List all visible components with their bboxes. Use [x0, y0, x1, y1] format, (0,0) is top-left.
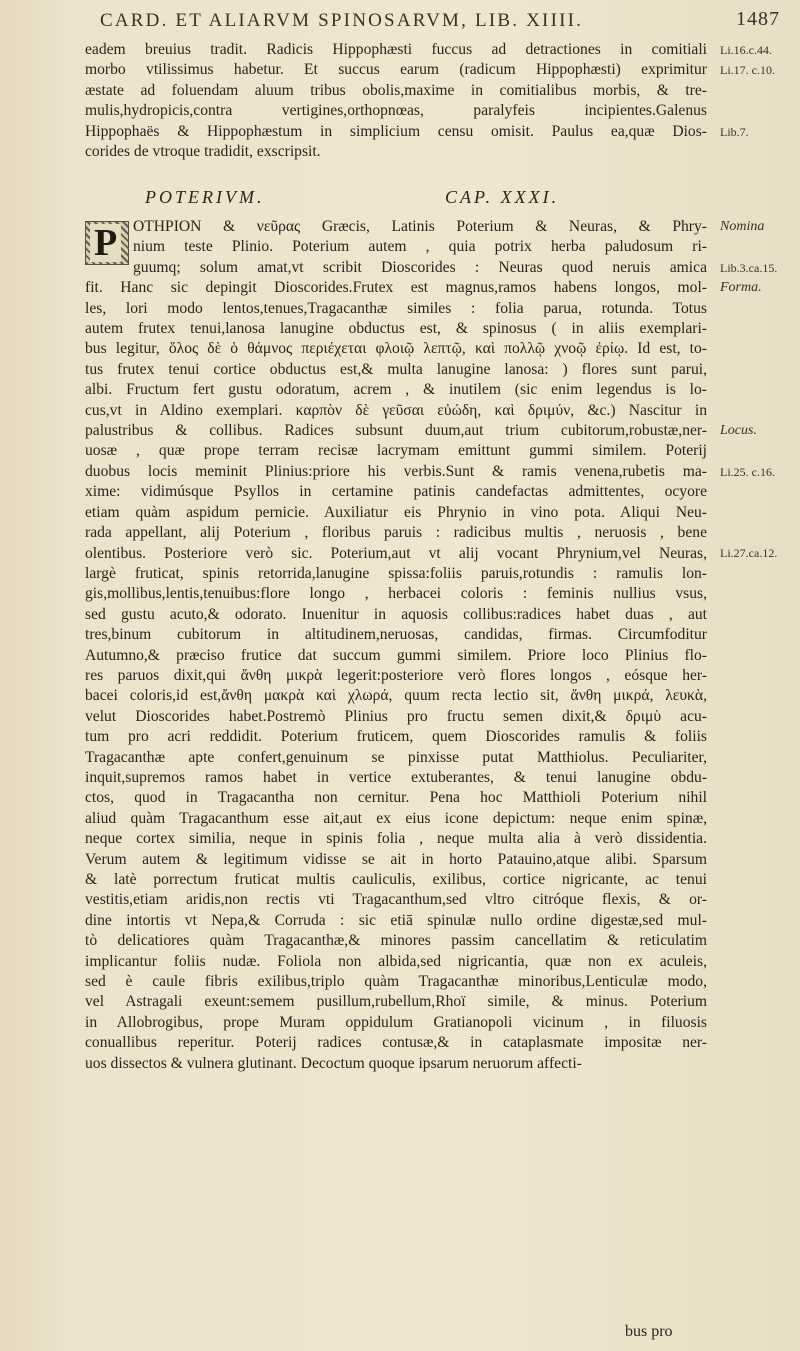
text-line: OTHPION & νεῦρας Græcis, Latinis Poterium & Neuras, & Phry- [133, 218, 707, 235]
text-line: uosæ , quæ prope terram recisæ lacrymam emittunt gummi similem. Poterij [85, 442, 707, 460]
text-line: xime: vidimúsque Psyllos in certamine patinis candefactas admittentes, ocyore [85, 483, 707, 501]
text-line: vel Astragali exeunt:semem pusillum,rubellum,Rhoï simile, & minus. Poterium [85, 993, 707, 1011]
page-number: 1487 [736, 8, 780, 30]
text-line: nium teste Plinio. Poterium autem , quia potrix herba paludosum ri- [133, 238, 707, 256]
chapter-heading [145, 187, 615, 208]
text-line: olentibus. Posteriore verò sic. Poterium,aut vt alij vocant Phrynium,vel Neuras, [85, 544, 707, 562]
text-line: tum pro acri reddidit. Poterium fruticem, quem Dioscorides ramulis & foliis [85, 728, 707, 746]
text-block-1 [85, 40, 707, 162]
text-line: corides de vtroque tradidit, exscripsit. [85, 143, 321, 161]
text-line: mulis,hydropicis,contra vertigines,orthopnœas, paralyfeis incipientes.Galenus [85, 102, 707, 120]
text-line: morbo vtilissimus habetur. Et succus earum (radicum Hippophæsti) exprimitur [85, 61, 707, 79]
running-head [100, 10, 780, 32]
text-line: Hippophaës & Hippophæstum in simplicium censu omisit. Paulus ea,quæ Dios- [85, 122, 707, 140]
text-line: aliud quàm Tragacanthum esse ait,aut ex eius icone depictum: neque enim spinæ, [85, 809, 707, 827]
margin-note: Lib.3.ca.15. [720, 260, 778, 275]
text-line: res paruos dixit,qui ἄνθη μικρὰ legerit:posteriore verò flores longos , eósque her- [85, 666, 707, 684]
chapter-title: POTERIVM. [145, 187, 265, 207]
text-line: inquit,supremos ramos habet in vertice extuberantes, & tenui lanugine obdu- [85, 768, 707, 786]
text-line: sed è caule fibris exilibus,triplo quàm Tragacanthæ minoribus,Lenticulæ modo, [85, 973, 707, 991]
text-line: uos dissectos & vulnera glutinant. Decoctum quoque ipsarum neruorum affecti- [85, 1054, 582, 1072]
text-line: guumq; solum amat,vt scribit Dioscorides : Neuras quod neruis amica [133, 258, 707, 276]
text-line: & latè porrectum fruticat multis cauliculis, exilibus, cortice nigricante, ac tenui [85, 871, 707, 888]
text-line: gis,mollibus,lentis,tenuibus:flore longo , herbacei coloris : feminis nullius vsus, [85, 585, 707, 603]
margin-note: Locus. [720, 423, 757, 438]
text-line: cus,vt in Aldino exemplari. καρπὸν δὲ γεῦσαι εὐώδη, καὶ δριμύν, &c.) Nascitur in [85, 401, 707, 419]
margin-note: Li.16.c.44. [720, 43, 772, 57]
text-line: ctos, quod in Tragacantha non cernitur. Pena hoc Matthioli Poterium nihil [85, 789, 707, 807]
text-line: albi. Fructum fert gustu odoratum, acrem , & inutilem (sic enim legendus is lo- [85, 381, 707, 399]
text-line: vestitis,etiam aridis,non rectis vti Tragacanthum,sed vltro citróque flexis, & or- [85, 891, 707, 909]
margin-note: Li.25. c.16. [720, 464, 775, 479]
text-line: conuallibus reperitur. Poterij radices contusæ,& in cataplasmate impositæ ner- [85, 1034, 707, 1052]
text-line: bus legitur, ὅλος δὲ ὁ θάμνος περιέχεται φλοιῷ λεπτῷ, καὶ πολλῷ χνοῷ ἐρίῳ. Id est, to- [85, 340, 707, 358]
drop-cap-letter: P [90, 224, 121, 262]
text-line: neque cortex similia, neque in spinis folia , neque multa alia à verò dissidentia. [85, 830, 707, 848]
margin-note: Li.27.ca.12. [720, 546, 778, 561]
chapter-number: CAP. XXXI. [445, 187, 560, 207]
catchword: bus pro [625, 1323, 673, 1340]
text-line: eadem breuius tradit. Radicis Hippophæsti fuccus ad detractiones in comitiali [85, 41, 707, 58]
margin-note: Li.17. c.10. [720, 63, 775, 78]
text-line: tò delicatiores quàm Tragacanthæ,& minores passim cancellatim & reticulatim [85, 932, 707, 950]
margin-note: Nomina [720, 219, 765, 234]
text-line: autem frutex tenui,lanosa lanugine obductus est, & spinosus ( in aliis exemplari- [85, 320, 707, 338]
text-line: sed gustu acuto,& odorato. Inuenitur in aquosis collibus:radices habet duas , aut [85, 605, 707, 623]
text-line: Tragacanthæ apte confert,genuinum se pinxisse putat Matthiolus. Peculiariter, [85, 748, 707, 766]
margin-note: Forma. [720, 280, 762, 296]
text-line: largè fruticat, spinis retorrida,lanugine spissa:foliis paruis,rotundis : ramulis lon- [85, 564, 707, 582]
text-line: Autumno,& præciso frutice dat succum gummi similem. Priore loco Plinius flo- [85, 646, 707, 664]
running-head-title: CARD. ET ALIARVM SPINOSARVM, LIB. XIIII. [100, 10, 584, 31]
text-block-2 [85, 217, 707, 1074]
text-line: etiam quàm aspidum pernicie. Auxiliatur eis Phrynio in vino pota. Aliqui Neu- [85, 503, 707, 521]
text-line: palustribus & collibus. Radices subsunt duum,aut trium cubitorum,robustæ,ner- [85, 422, 707, 440]
margin-note: Lib.7. [720, 124, 749, 139]
text-line: Verum autem & legitimum vidisse se ait in horto Patauino,atque alibi. Sparsum [85, 850, 707, 868]
text-line: implicantur foliis nudæ. Foliola non albida,sed nigricantia, quæ non ex aculeis, [85, 952, 707, 970]
text-line: in Allobrogibus, prope Muram oppidulum Gratianopoli vicinum , in filuosis [85, 1013, 707, 1031]
text-line: les, lori modo lentos,tenues,Tragacanthæ similes : folia parua, rotunda. Totus [85, 299, 707, 317]
text-line: fit. Hanc sic depingit Dioscorides.Frutex est magnus,ramos habens longos, mol- [85, 279, 707, 297]
text-line: velut Dioscorides habet.Postremò Plinius pro fructu semen dixit,& δριμὺ acu- [85, 707, 707, 725]
text-line: æstate ad foluendam aluum tribus obolis,maxime in comitialibus morbis, & tre- [85, 81, 707, 99]
text-line: bacei coloris,id est,ἄνθη μακρὰ καὶ χλωρά, quum recta lectio sit, ἄνθη μικρά, λευκὰ, [85, 687, 707, 705]
text-line: tres,binum cubitorum in altitudinem,neruosas, candidas, firmas. Circumfoditur [85, 626, 707, 644]
text-line: rada appellant, alij Poterium , floribus paruis : radicibus multis , neruosis , bene [85, 524, 707, 542]
text-line: dine intortis vt Nepa,& Corruda : sic etiā spinulæ nullo ordine digestæ,sed mul- [85, 911, 707, 929]
text-line: duobus locis meminit Plinius:priore his verbis.Sunt & ramis venena,rubetis ma- [85, 462, 707, 480]
text-line: tus frutex tenui cortice obductus est,& multa lanugine lanosa: ) flores sunt parui, [85, 360, 707, 378]
